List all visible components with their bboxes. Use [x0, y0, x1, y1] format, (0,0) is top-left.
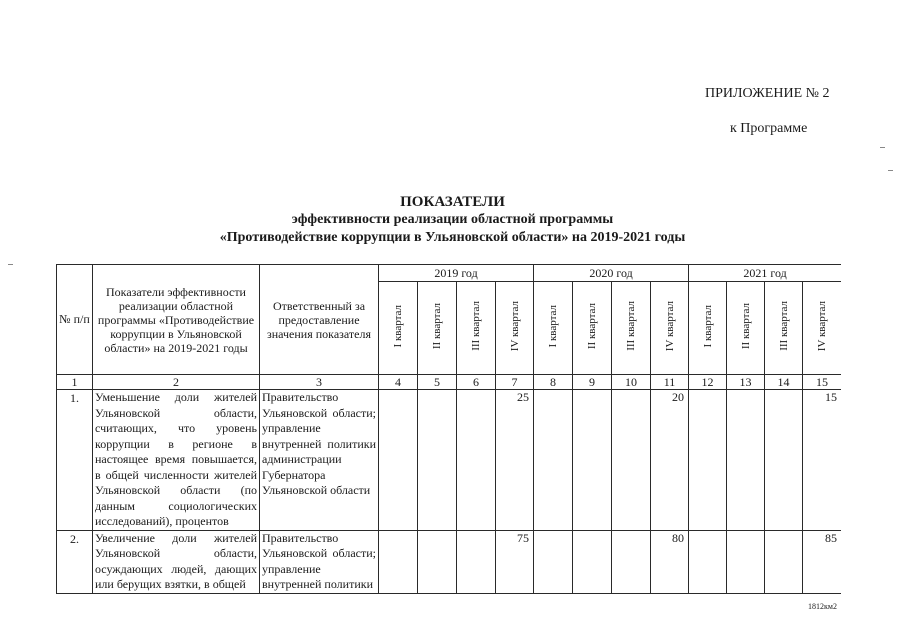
table-row: [57, 390, 842, 531]
quarter-value: [457, 530, 496, 593]
year-header-2021: 2021 год: [689, 265, 841, 282]
column-number: 12: [689, 375, 727, 390]
quarter-header: I квартал: [689, 282, 727, 375]
appendix-label: ПРИЛОЖЕНИЕ № 2: [705, 86, 830, 101]
document-code: 1812км2: [808, 602, 837, 611]
quarter-value: [727, 530, 765, 593]
quarter-header: II квартал: [418, 282, 457, 375]
column-number: 10: [612, 375, 651, 390]
quarter-value: [534, 530, 573, 593]
document-subtitle: эффективности реализации областной программы: [291, 212, 614, 227]
quarter-value: 15: [803, 390, 841, 531]
indicators-table: [56, 264, 841, 594]
column-number: 13: [727, 375, 765, 390]
column-number: 3: [260, 375, 379, 390]
to-program-label: к Программе: [730, 121, 808, 136]
responsible-cell: Правительство Ульяновской области; управление внутренней политики администрации Губернатора Ульяновской области: [260, 390, 379, 531]
col-header-responsible: Ответственный за предоставление значения показателя: [260, 265, 379, 375]
col-header-indicator: Показатели эффективности реализации областной программы «Противодействие коррупции в Ульяновской области» на 2019-2021 годы: [93, 265, 260, 375]
column-number-row: [57, 375, 842, 390]
quarter-header: IV квартал: [803, 282, 841, 375]
quarter-header: I квартал: [379, 282, 418, 375]
quarter-value: [418, 390, 457, 531]
responsible-cell: Правительство Ульяновской области; управление внутренней политики: [260, 530, 379, 593]
indicator-cell: Уменьшение доли жителей Ульяновской области, считающих, что уровень коррупции в регионе в настоящее время повышается, в общей численности жителей Ульяновской области (по данным социологических исследований), процентов: [93, 390, 260, 531]
document-title: ПОКАЗАТЕЛИ: [400, 194, 505, 210]
year-header-2020: 2020 год: [534, 265, 689, 282]
quarter-header: III квартал: [765, 282, 803, 375]
indicator-cell: Увеличение доли жителей Ульяновской области, осуждающих людей, дающих или берущих взятки, в общей: [93, 530, 260, 593]
quarter-header: III квартал: [612, 282, 651, 375]
document-subtitle-program: «Противодействие коррупции в Ульяновской области» на 2019-2021 годы: [219, 230, 686, 245]
quarter-value: [765, 390, 803, 531]
row-number: 2.: [57, 530, 93, 593]
quarter-header: IV квартал: [651, 282, 689, 375]
quarter-value: [457, 390, 496, 531]
table-row: [57, 530, 842, 593]
quarter-value: [573, 390, 612, 531]
quarter-value: [573, 530, 612, 593]
indicators-table-wrapper: [56, 264, 841, 594]
column-number: 7: [496, 375, 534, 390]
quarter-value: 25: [496, 390, 534, 531]
quarter-value: [379, 530, 418, 593]
column-number: 5: [418, 375, 457, 390]
quarter-value: [727, 390, 765, 531]
scan-mark: [8, 264, 13, 265]
col-header-number: № п/п: [57, 265, 93, 375]
quarter-value: [379, 390, 418, 531]
quarter-header: IV квартал: [496, 282, 534, 375]
column-number: 6: [457, 375, 496, 390]
quarter-header: III квартал: [457, 282, 496, 375]
row-number: 1.: [57, 390, 93, 531]
column-number: 14: [765, 375, 803, 390]
quarter-value: [534, 390, 573, 531]
quarter-header: II квартал: [727, 282, 765, 375]
quarter-value: 20: [651, 390, 689, 531]
quarter-value: [689, 390, 727, 531]
quarter-value: [612, 390, 651, 531]
quarter-header: I квартал: [534, 282, 573, 375]
quarter-value: [765, 530, 803, 593]
scan-mark: [888, 170, 893, 171]
column-number: 9: [573, 375, 612, 390]
column-number: 15: [803, 375, 841, 390]
quarter-value: [689, 530, 727, 593]
quarter-header: II квартал: [573, 282, 612, 375]
scan-mark: [880, 147, 885, 148]
column-number: 11: [651, 375, 689, 390]
column-number: 2: [93, 375, 260, 390]
header-row-years: [57, 265, 842, 282]
column-number: 1: [57, 375, 93, 390]
quarter-value: [612, 530, 651, 593]
quarter-value: 80: [651, 530, 689, 593]
quarter-value: 85: [803, 530, 841, 593]
year-header-2019: 2019 год: [379, 265, 534, 282]
column-number: 8: [534, 375, 573, 390]
quarter-value: [418, 530, 457, 593]
column-number: 4: [379, 375, 418, 390]
quarter-value: 75: [496, 530, 534, 593]
